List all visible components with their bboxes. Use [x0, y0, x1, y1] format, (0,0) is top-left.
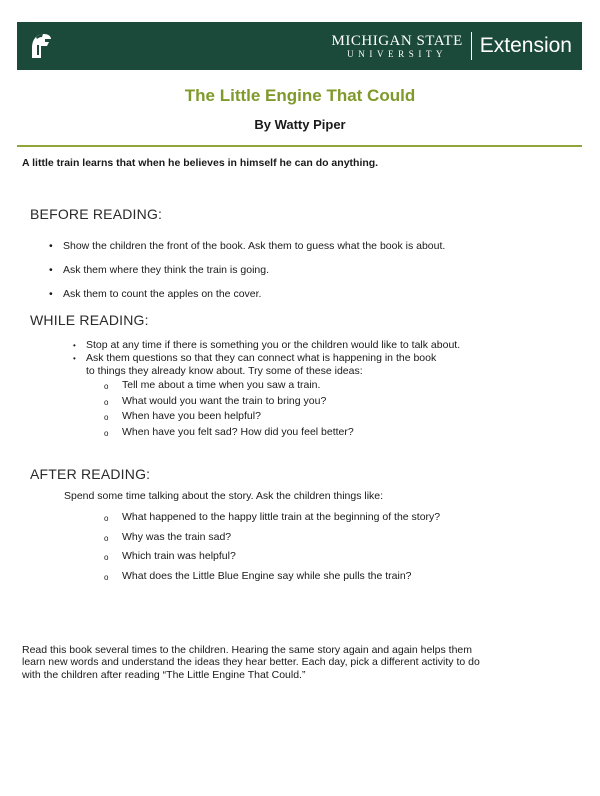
- list-item: o When have you felt sad? How did you feel better?: [122, 425, 354, 441]
- while-reading-continuation: to things they already know about. Try some of these ideas:: [86, 365, 363, 377]
- book-summary: A little train learns that when he believes in himself he can do anything.: [22, 157, 379, 169]
- list-item: • Ask them where they think the train is going.: [63, 258, 445, 282]
- before-reading-heading: BEFORE READING:: [30, 206, 163, 222]
- while-reading-list: [86, 339, 460, 365]
- book-title: The Little Engine That Could: [184, 86, 416, 105]
- closing-paragraph: [22, 644, 480, 681]
- closing-line: Read this book several times to the children. Hearing the same story again and again helps them: [22, 644, 473, 656]
- after-reading-intro: Spend some time talking about the story. Ask the children things like:: [64, 490, 384, 502]
- list-item: o Which train was helpful?: [122, 547, 440, 567]
- list-item: • Ask them questions so that they can connect what is happening in the book: [86, 352, 460, 365]
- list-item: o What does the Little Blue Engine say while she pulls the train?: [122, 567, 440, 587]
- after-reading-heading: AFTER READING:: [30, 466, 151, 482]
- list-item: • Stop at any time if there is something you or the children would like to talk about.: [86, 339, 460, 352]
- msu-header-banner: [17, 22, 582, 70]
- book-author: By Watty Piper: [254, 117, 346, 132]
- list-item: o What happened to the happy little train at the beginning of the story?: [122, 508, 440, 528]
- brand-university-name: MICHIGAN STATE: [331, 32, 463, 49]
- while-reading-heading: WHILE READING:: [30, 312, 149, 328]
- list-item: o What would you want the train to bring you?: [122, 394, 354, 410]
- list-item: • Show the children the front of the book. Ask them to guess what the book is about.: [63, 234, 445, 258]
- while-reading-ideas: [122, 378, 354, 440]
- brand-divider: [471, 32, 472, 60]
- list-item: • Ask them to count the apples on the cover.: [63, 282, 445, 306]
- after-reading-questions: [122, 508, 440, 586]
- spartan-helmet-icon: [27, 31, 53, 61]
- title-divider: [17, 145, 582, 147]
- brand-university-word: UNIVERSITY: [347, 48, 448, 59]
- list-item: o Tell me about a time when you saw a train.: [122, 378, 354, 394]
- list-item: o When have you been helpful?: [122, 409, 354, 425]
- closing-line: with the children after reading “The Little Engine That Could.”: [22, 668, 306, 681]
- closing-line: learn new words and understand the ideas they hear better. Each day, pick a different activity to do: [22, 656, 480, 669]
- brand-extension: Extension: [479, 34, 572, 57]
- before-reading-list: [63, 234, 445, 306]
- list-item: o Why was the train sad?: [122, 528, 440, 548]
- msu-extension-wordmark: [332, 32, 572, 60]
